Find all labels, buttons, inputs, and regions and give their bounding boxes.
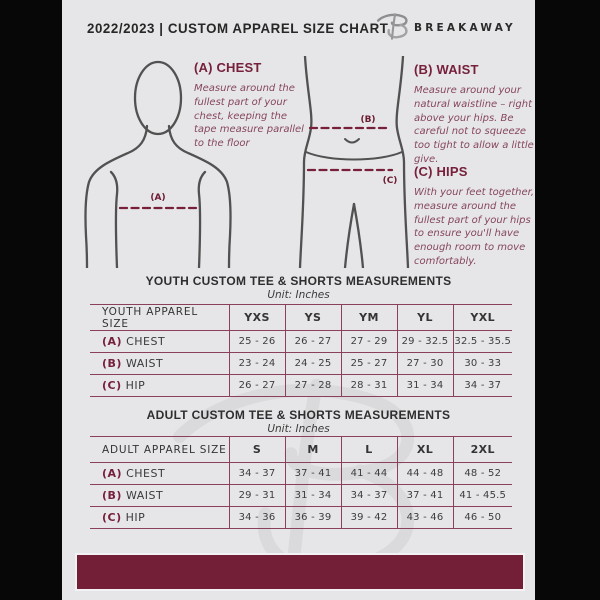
table-cell: 25 - 27	[341, 353, 397, 375]
youth-col-header: YXS	[229, 305, 285, 331]
row-label: (A) CHEST	[90, 463, 229, 485]
table-cell: 44 - 48	[397, 463, 453, 485]
table-cell: 31 - 34	[285, 485, 341, 507]
table-cell: 34 - 36	[229, 507, 285, 529]
table-cell: 29 - 31	[229, 485, 285, 507]
table-cell: 34 - 37	[229, 463, 285, 485]
table-cell: 27 - 29	[341, 331, 397, 353]
waist-line-label: (B)	[360, 115, 376, 125]
youth-col-header: YS	[285, 305, 341, 331]
row-label: (C) HIP	[90, 375, 229, 397]
chest-line-label: (A)	[150, 193, 166, 203]
table-cell: 34 - 37	[341, 485, 397, 507]
table-cell: 37 - 41	[397, 485, 453, 507]
brand-name: BREAKAWAY	[414, 22, 516, 34]
adult-table-title: ADULT CUSTOM TEE & SHORTS MEASUREMENTS	[146, 408, 451, 422]
table-cell: 30 - 33	[453, 353, 512, 375]
page-title: 2022/2023 | CUSTOM APPAREL SIZE CHART	[87, 20, 389, 36]
youth-table-unit: Unit: Inches	[267, 289, 330, 301]
chest-body-text: Measure around the fullest part of your chest, keeping the tape measure parallel to the floor	[194, 83, 304, 150]
table-row-waist	[90, 485, 512, 507]
hips-heading: (C) HIPS	[414, 164, 468, 179]
youth-col-header: YOUTH APPAREL SIZE	[90, 305, 229, 331]
youth-col-header: YM	[341, 305, 397, 331]
table-cell: 31 - 34	[397, 375, 453, 397]
waist-instructions	[414, 62, 534, 167]
row-label: (B) WAIST	[90, 485, 229, 507]
hips-line-label: (C)	[382, 176, 398, 186]
adult-header-row	[90, 437, 512, 463]
table-row-chest	[90, 463, 512, 485]
table-cell: 43 - 46	[397, 507, 453, 529]
youth-header-row	[90, 305, 512, 331]
hips-instructions	[414, 164, 535, 269]
table-cell: 29 - 32.5	[397, 331, 453, 353]
youth-col-header: YL	[397, 305, 453, 331]
adult-col-header: 2XL	[453, 437, 512, 463]
waist-heading: (B) WAIST	[414, 62, 479, 77]
table-cell: 36 - 39	[285, 507, 341, 529]
table-cell: 24 - 25	[285, 353, 341, 375]
youth-table-title: YOUTH CUSTOM TEE & SHORTS MEASUREMENTS	[145, 274, 452, 288]
table-row-chest	[90, 331, 512, 353]
table-cell: 26 - 27	[229, 375, 285, 397]
table-cell: 32.5 - 35.5	[453, 331, 512, 353]
table-cell: 27 - 30	[397, 353, 453, 375]
adult-size-table	[90, 436, 512, 529]
adult-table-unit: Unit: Inches	[267, 423, 330, 435]
table-row-hip	[90, 375, 512, 397]
row-label: (C) HIP	[90, 507, 229, 529]
footer-bar	[75, 553, 525, 591]
table-cell: 46 - 50	[453, 507, 512, 529]
waist-body-text: Measure around your natural waistline – right above your hips. Be careful not to squeeze too tight to allow a little give.	[414, 85, 534, 165]
table-row-waist	[90, 353, 512, 375]
youth-size-table	[90, 304, 512, 397]
youth-col-header: YXL	[453, 305, 512, 331]
breakaway-b-logo-icon	[376, 11, 410, 43]
adult-col-header: S	[229, 437, 285, 463]
size-chart-page	[62, 0, 535, 600]
table-cell: 48 - 52	[453, 463, 512, 485]
adult-col-header: XL	[397, 437, 453, 463]
table-cell: 41 - 45.5	[453, 485, 512, 507]
table-cell: 39 - 42	[341, 507, 397, 529]
table-cell: 25 - 26	[229, 331, 285, 353]
chest-instructions	[194, 60, 310, 151]
chest-heading: (A) CHEST	[194, 60, 262, 75]
table-cell: 41 - 44	[341, 463, 397, 485]
adult-col-header: ADULT APPAREL SIZE	[90, 437, 229, 463]
table-cell: 34 - 37	[453, 375, 512, 397]
hips-body-text: With your feet together, measure around the fullest part of your hips to ensure you'll have enough room to move comfortably.	[414, 187, 535, 267]
table-row-hip	[90, 507, 512, 529]
row-label: (A) CHEST	[90, 331, 229, 353]
adult-col-header: M	[285, 437, 341, 463]
table-cell: 26 - 27	[285, 331, 341, 353]
table-cell: 37 - 41	[285, 463, 341, 485]
table-cell: 23 - 24	[229, 353, 285, 375]
table-cell: 28 - 31	[341, 375, 397, 397]
table-cell: 27 - 28	[285, 375, 341, 397]
adult-col-header: L	[341, 437, 397, 463]
row-label: (B) WAIST	[90, 353, 229, 375]
